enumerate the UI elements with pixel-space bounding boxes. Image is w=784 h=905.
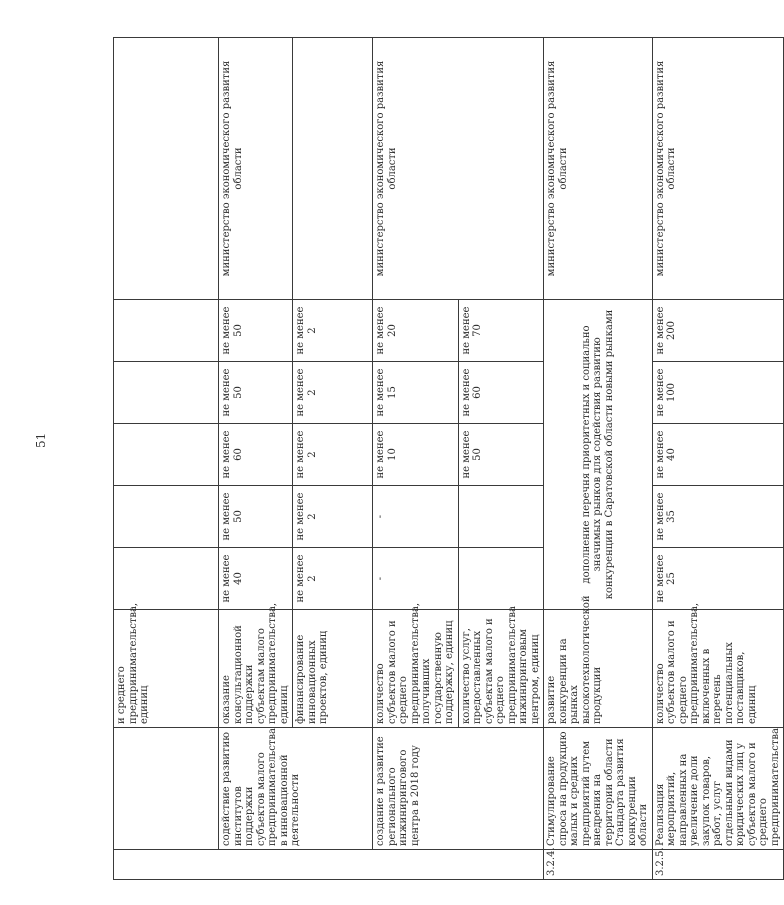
cell-value: не менее 50 bbox=[219, 486, 293, 548]
cell-measure: создание и развитие регионального инжинирингового центра в 2018 году bbox=[373, 728, 544, 850]
cell-number-empty bbox=[114, 850, 544, 880]
cell-measure: содействие развитию институтов поддержки субъектов малого предпринимательства в инновационной деятельности bbox=[219, 728, 373, 850]
cell-indicator: финансирование инновационных проектов, единиц bbox=[293, 610, 373, 728]
cell-value: - bbox=[373, 486, 459, 548]
cell-value-empty bbox=[114, 362, 219, 424]
cell-value: не менее 2 bbox=[293, 362, 373, 424]
cell-indicator: и среднего предпринимательства, единиц bbox=[114, 610, 219, 728]
cell-indicator: количество субъектов малого и среднего предпринимательства, получивших государственную поддержку, единиц bbox=[373, 610, 459, 728]
cell-value-empty bbox=[114, 424, 219, 486]
cell-indicator: количество субъектов малого и среднего предпринимательства, включенных в перечень потенциальных поставщиков, единиц bbox=[652, 610, 784, 728]
cell-value-empty bbox=[458, 548, 544, 610]
cell-value: не менее 15 bbox=[373, 362, 459, 424]
table-row bbox=[114, 38, 219, 880]
cell-number: 3.2.5. bbox=[652, 850, 784, 880]
cell-value: не менее 50 bbox=[458, 424, 544, 486]
cell-value: не менее 70 bbox=[458, 300, 544, 362]
cell-value: не менее 10 bbox=[373, 424, 459, 486]
cell-value: не менее 50 bbox=[219, 362, 293, 424]
cell-measure-empty bbox=[114, 728, 219, 850]
cell-value: не менее 60 bbox=[458, 362, 544, 424]
cell-value: - bbox=[373, 548, 459, 610]
cell-value: не менее 35 bbox=[652, 486, 784, 548]
table-row bbox=[652, 38, 784, 880]
cell-responsible-empty bbox=[114, 38, 219, 300]
cell-responsible: министерство экономического развития области bbox=[544, 38, 653, 300]
measures-table bbox=[113, 37, 784, 880]
page-number: 51 bbox=[34, 432, 48, 448]
cell-responsible-empty bbox=[293, 38, 373, 300]
cell-indicator: количество услуг, предоставленных субъектам малого и среднего предпринимательства инжиниринговым центром, единиц bbox=[458, 610, 544, 728]
cell-indicator: развитие конкуренции на рынках высокотехнологической продукции bbox=[544, 610, 653, 728]
cell-value: не менее 60 bbox=[219, 424, 293, 486]
cell-value-empty bbox=[458, 486, 544, 548]
cell-value: не менее 100 bbox=[652, 362, 784, 424]
table-row bbox=[544, 38, 653, 880]
cell-value: не менее 2 bbox=[293, 424, 373, 486]
cell-value: не менее 50 bbox=[219, 300, 293, 362]
rotated-table-container bbox=[113, 38, 781, 880]
cell-value: не менее 2 bbox=[293, 486, 373, 548]
cell-number: 3.2.4. bbox=[544, 850, 653, 880]
cell-value-empty bbox=[114, 548, 219, 610]
cell-value: не менее 40 bbox=[652, 424, 784, 486]
table-row bbox=[373, 38, 459, 880]
cell-responsible: министерство экономического развития области bbox=[373, 38, 544, 300]
cell-measure: Реализация мероприятий, направленных на увеличение доли закупок товаров, работ, услуг отдельными видами юридических лиц у субъектов малого и среднего предпринимательства bbox=[652, 728, 784, 850]
cell-measure: Стимулирование спроса на продукцию малых и средних предприятий путем внедрения на территории области Стандарта развития конкуренции области bbox=[544, 728, 653, 850]
cell-value: не менее 200 bbox=[652, 300, 784, 362]
table-row bbox=[219, 38, 293, 880]
cell-indicator: оказание консультационной поддержки субъектам малого предпринимательства, единиц bbox=[219, 610, 293, 728]
cell-value: не менее 2 bbox=[293, 300, 373, 362]
cell-responsible: министерство экономического развития области bbox=[219, 38, 293, 300]
cell-value-empty bbox=[114, 300, 219, 362]
cell-value: не менее 40 bbox=[219, 548, 293, 610]
cell-responsible: министерство экономического развития области bbox=[652, 38, 784, 300]
cell-value: не менее 2 bbox=[293, 548, 373, 610]
cell-value-empty bbox=[114, 486, 219, 548]
cell-value: не менее 25 bbox=[652, 548, 784, 610]
cell-merged-indicator: дополнение перечня приоритетных и социально значимых рынков для содействия развитию конкуренции в Саратовской области новыми рынками bbox=[544, 300, 653, 610]
cell-value: не менее 20 bbox=[373, 300, 459, 362]
